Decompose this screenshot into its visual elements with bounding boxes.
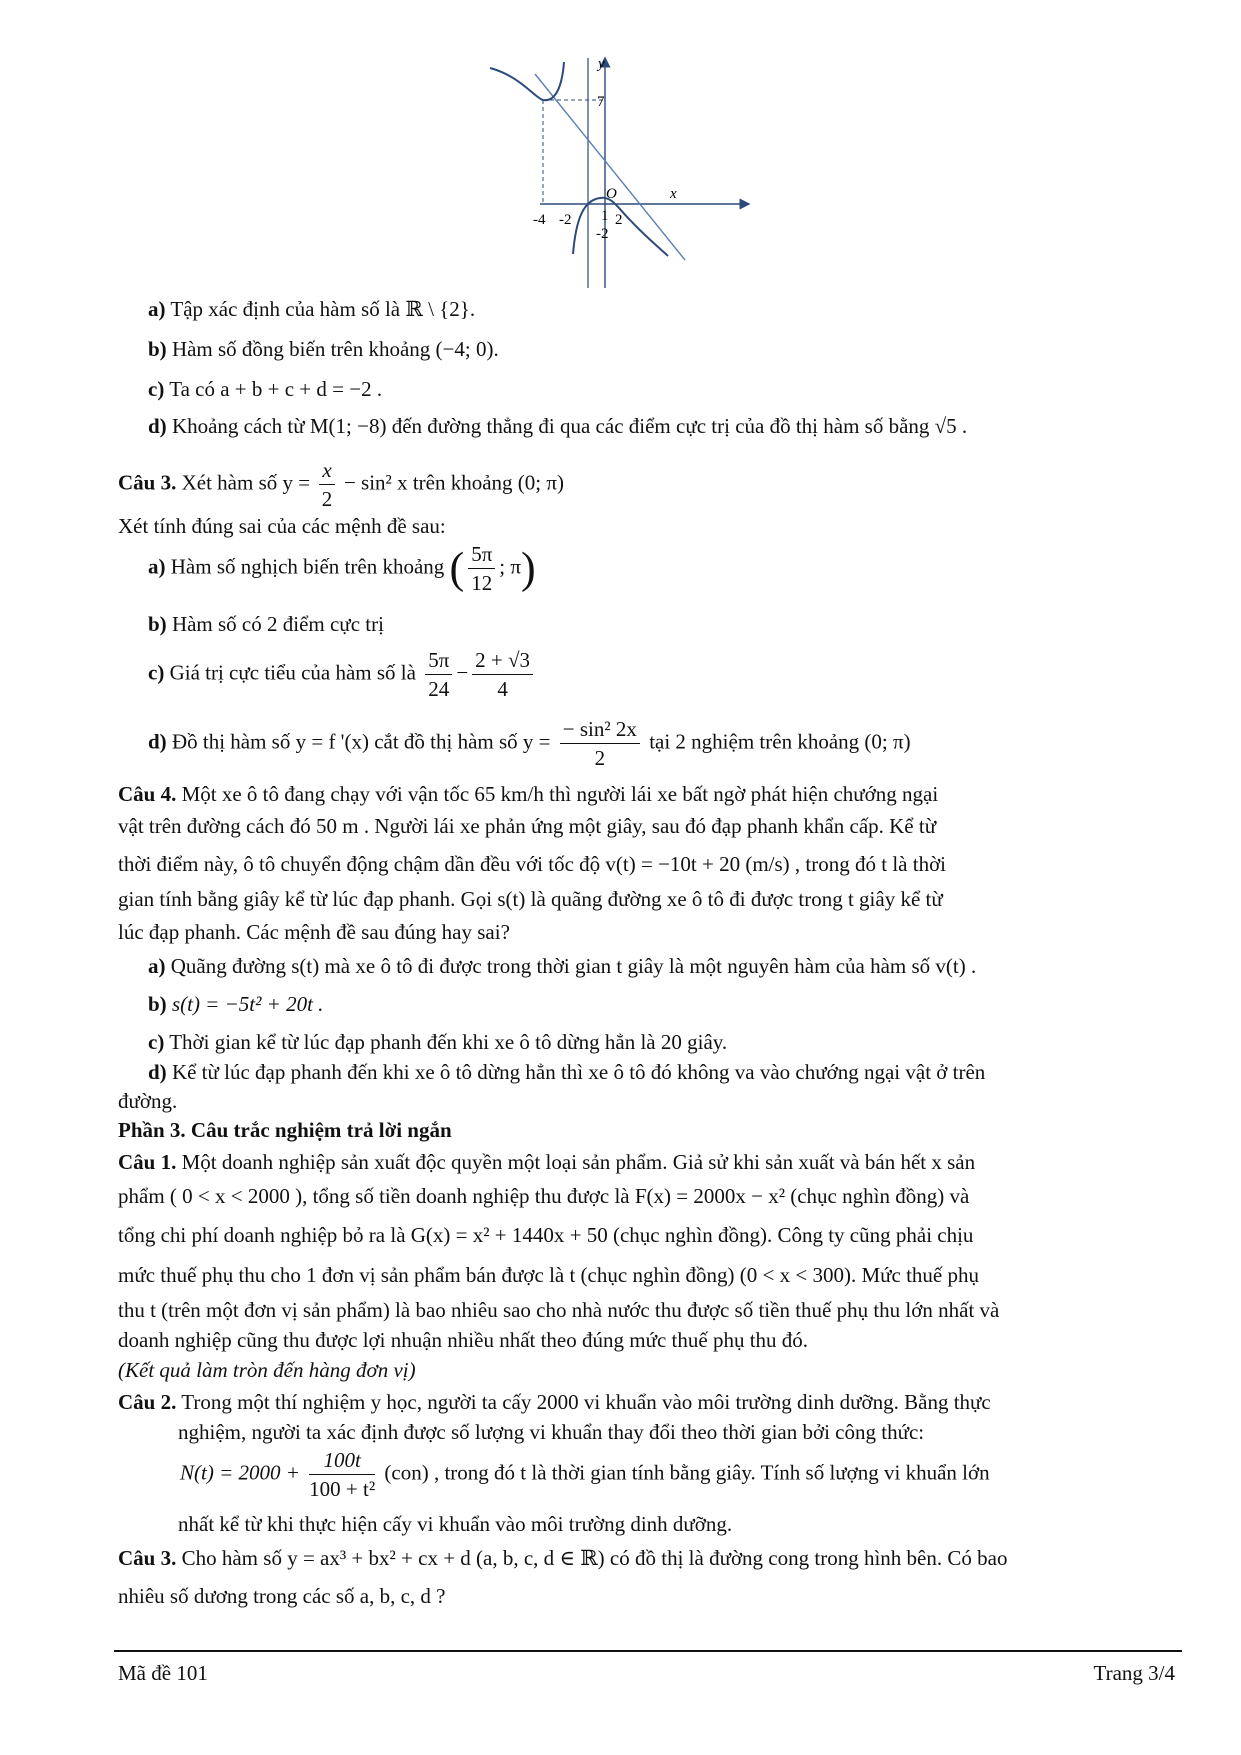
curve-left-branch	[490, 62, 564, 100]
q4-line-2: vật trên đường cách đó 50 m . Người lái xe phản ứng một giây, sau đó đạp phanh khẩn cấp. Kể từ	[118, 814, 937, 838]
p3-q3-text: Cho hàm số y = ax³ + bx² + cx + d (a, b, c, d ∈ ℝ) có đồ thị là đường cong trong hình bên. Có bao	[181, 1546, 1008, 1570]
q2-item-b	[148, 337, 499, 361]
p3-q2-text: Trong một thí nghiệm y học, người ta cấy 2000 vi khuẩn vào môi trường dinh dưỡng. Bằng thực	[181, 1390, 991, 1414]
section-title	[118, 1118, 452, 1142]
q3-item-a: a) Hàm số nghịch biến trên khoảng ( $\frac{5\pi}{12}$ ; π)	[148, 542, 536, 596]
item-text: Giá trị cực tiểu của hàm số là	[169, 660, 416, 685]
p3-q1-line-4: mức thuế phụ thu cho 1 đơn vị sản phẩm bán được là t (chục nghìn đồng) (0 < x < 300). Mức thuế phụ	[118, 1263, 979, 1287]
item-label: c)	[148, 1030, 165, 1054]
q3-stem	[118, 458, 564, 511]
formula-post: (con) , trong đó t là thời gian tính bằng giây. Tính số lượng vi khuẩn lớn	[384, 1460, 990, 1485]
question-label: Câu 3.	[118, 1546, 177, 1570]
p3-q2-line-1	[118, 1390, 991, 1414]
item-text: s(t) = −5t² + 20t .	[171, 992, 324, 1016]
graph-label-7: 7	[597, 94, 605, 110]
q4-line-4: gian tính bằng giây kể từ lúc đạp phanh. Gọi s(t) là quãng đường xe ô tô đi được trong t giây kể từ	[118, 887, 943, 911]
graph-label-neg2-x: -2	[559, 212, 572, 228]
item-label: d)	[148, 729, 167, 754]
q4-line-1	[118, 782, 938, 806]
q3-prompt: Xét tính đúng sai của các mệnh đề sau:	[118, 514, 446, 538]
p3-q1-line-1	[118, 1150, 975, 1174]
section-title-text: Phần 3. Câu trắc nghiệm trả lời ngắn	[118, 1118, 452, 1142]
q3-item-c: c) Giá trị cực tiểu của hàm số là $\frac{5\pi}{24}$ − $\frac{2 + √3}{4}$	[148, 648, 537, 701]
p3-q2-line-4: nhất kể từ khi thực hiện cấy vi khuẩn vào môi trường dinh dưỡng.	[178, 1512, 733, 1536]
footer-page-number: Trang 3/4	[1093, 1661, 1175, 1685]
item-text: Hàm số nghịch biến trên khoảng	[170, 554, 445, 579]
q3-item-b	[148, 612, 384, 636]
q4-item-c	[148, 1030, 727, 1054]
question-label: Câu 4.	[118, 782, 177, 806]
graph-label-x: x	[670, 186, 677, 202]
p3-q1-text: Một doanh nghiệp sản xuất độc quyền một loại sản phẩm. Giả sử khi sản xuất và bán hết x sản	[181, 1150, 976, 1174]
item-label: b)	[148, 612, 167, 636]
fraction-5pi-24: $\frac{5\pi}{24}$	[425, 648, 452, 701]
graph-label-2: 2	[615, 212, 623, 228]
p3-q1-line-5: thu t (trên một đơn vị sản phẩm) là bao nhiêu sao cho nhà nước thu được số tiền thuế phụ thu lớn nhất và	[118, 1298, 1000, 1322]
item-label: d)	[148, 414, 167, 438]
item-label: c)	[148, 377, 165, 401]
graph-label-1: 1	[601, 208, 609, 224]
q4-item-d	[148, 1060, 985, 1084]
q3-rest: − sin² x trên khoảng (0; π)	[343, 470, 564, 495]
item-label: d)	[148, 1060, 167, 1084]
graph-label-neg2-y: -2	[596, 226, 609, 242]
fraction-5pi-12: $\frac{5\pi}{12}$	[468, 542, 495, 595]
p3-q3-line-2: nhiêu số dương trong các số a, b, c, d ?	[118, 1584, 446, 1608]
p3-q1-line-2: phẩm ( 0 < x < 2000 ), tổng số tiền doanh nghiệp thu được là F(x) = 2000x − x² (chục nghìn đồng) và	[118, 1184, 970, 1208]
q2-item-c	[148, 377, 382, 401]
p3-q1-note	[118, 1358, 416, 1382]
q3-item-d	[148, 717, 911, 770]
fraction-neg-sin2-2x-over-2: $\frac{\text{− sin² 2x}}{2}$	[560, 717, 640, 770]
item-text: Thời gian kể từ lúc đạp phanh đến khi xe ô tô dừng hẳn là 20 giây.	[169, 1030, 728, 1054]
q4-item-a	[148, 954, 976, 978]
rounding-note: (Kết quả làm tròn đến hàng đơn vị)	[118, 1358, 416, 1382]
p3-q1-line-3: tổng chi phí doanh nghiệp bỏ ra là G(x) = x² + 1440x + 50 (chục nghìn đồng). Công ty cũng phải chịu	[118, 1223, 974, 1247]
item-text: Tập xác định của hàm số là ℝ \ {2}.	[170, 297, 476, 321]
q4-item-d-cont: đường.	[118, 1089, 178, 1113]
fraction-x-over-2: $\frac{x}{2}$	[319, 458, 334, 511]
item-label: b)	[148, 992, 167, 1016]
item-text-2: tại 2 nghiệm trên khoảng (0; π)	[649, 729, 911, 754]
fraction-100t-over-100-plus-t2: $\frac{100t}{\text{100 + t²}}$	[309, 1448, 376, 1502]
item-label: b)	[148, 337, 167, 361]
footer-exam-code: Mã đề 101	[118, 1661, 208, 1685]
item-text: Khoảng cách từ M(1; −8) đến đường thẳng đi qua các điểm cực trị của đồ thị hàm số bằng √5 .	[171, 414, 968, 438]
q3-intro: Xét hàm số y =	[181, 470, 311, 495]
q4-line-5: lúc đạp phanh. Các mệnh đề sau đúng hay sai?	[118, 920, 510, 944]
q2-item-a	[148, 297, 475, 321]
p3-q2-line-2: nghiệm, người ta xác định được số lượng vi khuẩn thay đổi theo thời gian bởi công thức:	[178, 1420, 925, 1444]
graph-label-neg4: -4	[533, 212, 546, 228]
p3-q3-line-1	[118, 1546, 1007, 1570]
item-text: Đồ thị hàm số y = f '(x) cắt đồ thị hàm số y =	[171, 729, 551, 754]
function-graph	[533, 56, 760, 290]
item-label: a)	[148, 554, 166, 579]
item-label: a)	[148, 297, 166, 321]
question-label: Câu 3.	[118, 470, 177, 495]
q4-text: Một xe ô tô đang chạy với vận tốc 65 km/h thì người lái xe bất ngờ phát hiện chướng ngại	[181, 782, 939, 806]
question-label: Câu 1.	[118, 1150, 177, 1174]
q4-item-b	[148, 992, 323, 1016]
question-label: Câu 2.	[118, 1390, 177, 1414]
item-text: Hàm số có 2 điểm cực trị	[171, 612, 384, 636]
item-text: Quãng đường s(t) mà xe ô tô đi được trong thời gian t giây là một nguyên hàm của hàm số v(t) .	[170, 954, 977, 978]
graph-label-y: y	[598, 56, 605, 72]
p3-q1-line-6: doanh nghiệp cũng thu được lợi nhuận nhiều nhất theo đúng mức thuế phụ thu đó.	[118, 1328, 809, 1352]
fraction-2-plus-sqrt3-over-4: $\frac{2 + √3}{4}$	[472, 648, 533, 701]
interval-tail: ; π	[499, 554, 521, 579]
q2-item-d	[148, 414, 967, 438]
footer-divider	[114, 1650, 1182, 1652]
graph-label-origin: O	[606, 186, 617, 202]
item-text: Kể từ lúc đạp phanh đến khi xe ô tô dừng hẳn thì xe ô tô đó không va vào chướng ngại vật ở trên	[171, 1060, 986, 1084]
item-label: a)	[148, 954, 166, 978]
p3-q2-formula	[180, 1448, 990, 1501]
item-label: c)	[148, 660, 165, 685]
oblique-asymptote	[535, 74, 685, 260]
formula-pre: N(t) = 2000 +	[180, 1460, 300, 1485]
item-text: Hàm số đồng biến trên khoảng (−4; 0).	[171, 337, 499, 361]
q4-line-3: thời điểm này, ô tô chuyển động chậm dần đều với tốc độ v(t) = −10t + 20 (m/s) , trong đó t là thời	[118, 852, 947, 876]
item-text: Ta có a + b + c + d = −2 .	[169, 377, 383, 401]
